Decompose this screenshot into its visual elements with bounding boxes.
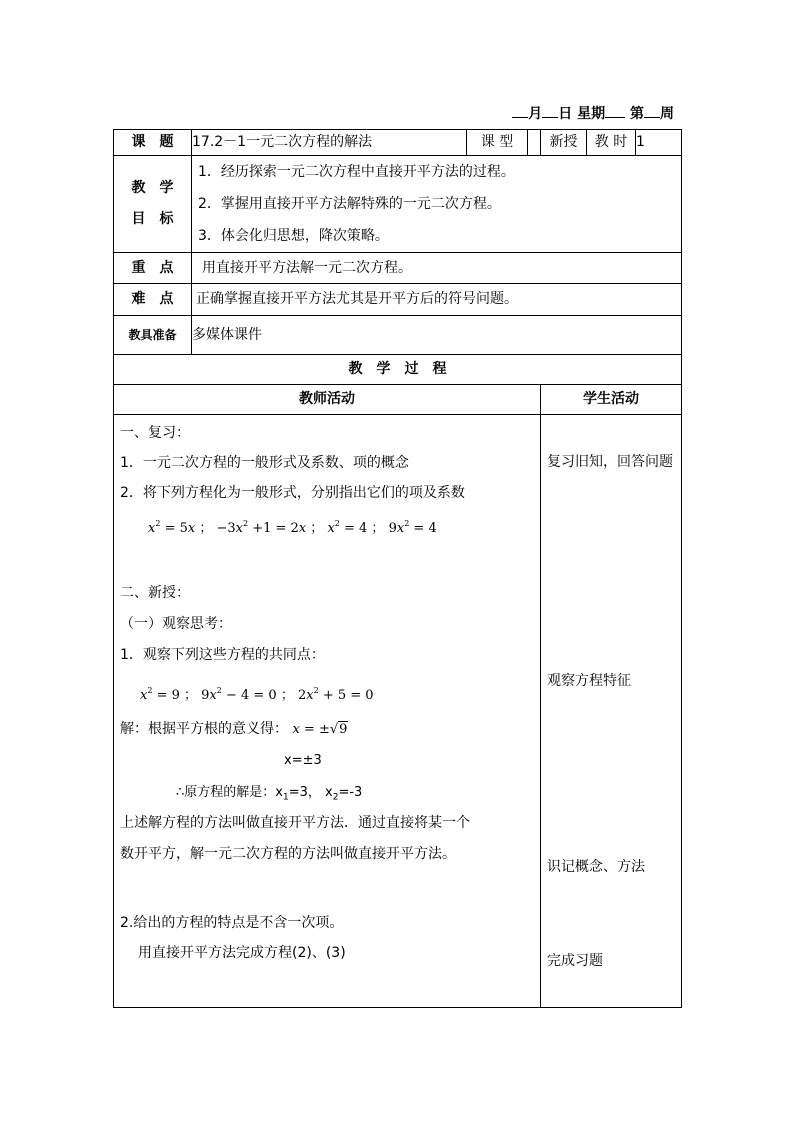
student-activity-1: 复习旧知，回答问题 — [547, 454, 673, 470]
type-label: 课 型 — [467, 130, 528, 156]
review-equations: $x^2 = 5x$ ； $-3x^2 +1 = 2x$ ； $x^2 = 4$ ； $9x^2 = 4$ — [148, 519, 437, 536]
topic-label: 课 题 — [114, 130, 192, 156]
new-title: 二、新授： — [120, 585, 190, 601]
week-label: 第 — [630, 106, 644, 122]
tools-label: 教具准备 — [114, 316, 192, 355]
goal-item: 1．经历探索一元二次方程中直接开平方法的过程。 — [198, 163, 515, 180]
week-blank[interactable] — [644, 103, 660, 118]
solution-x2: =-3 — [338, 785, 363, 800]
student-activity-cell — [541, 415, 682, 1008]
goals-label-line-2: 目 标 — [131, 211, 174, 227]
process-title: 教 学 过 程 — [114, 355, 682, 385]
solve-prefix: 解：根据平方根的意义得： — [120, 721, 288, 737]
goals-label — [114, 156, 192, 253]
day-blank[interactable] — [542, 103, 558, 118]
key-row — [114, 253, 682, 284]
original-solution: ∴原方程的解是：$x_1=3$， $x_2=-3$ — [176, 785, 363, 803]
original-solution-prefix: ∴原方程的解是：x — [176, 785, 283, 800]
process-body-row — [114, 415, 682, 1008]
day-label: 日 — [558, 106, 573, 122]
method-text-2: 数开平方，解一元二次方程的方法叫做直接开平方法。 — [120, 846, 456, 862]
review-item-2: 2．将下列方程化为一般形式，分别指出它们的项及系数 — [120, 485, 465, 501]
solve-formula: x = ±√9 — [292, 722, 348, 737]
hours-label: 教 时 — [587, 130, 636, 156]
month-blank[interactable] — [512, 103, 528, 118]
observe-equations: $x^2 = 9$ ； $9x^2 - 4 = 0$ ； $2x^2 + 5 = 0$ — [140, 686, 374, 703]
difficult-row — [114, 284, 682, 316]
topic-value: 17.2－1一元二次方程的解法 — [192, 130, 467, 156]
goal-item: 3．体会化归思想，降次策略。 — [198, 227, 389, 244]
topic-row — [114, 130, 682, 156]
hours-value: 1 — [636, 130, 682, 156]
student-activity-3: 识记概念、方法 — [547, 859, 645, 875]
review-item-1: 1．一元二次方程的一般形式及系数、项的概念 — [120, 455, 409, 471]
date-line — [512, 103, 674, 123]
tools-value: 多媒体课件 — [192, 316, 682, 355]
observe-item-1: 1．观察下列这些方程的共同点： — [120, 647, 325, 663]
method-text-1: 上述解方程的方法叫做直接开平方法．通过直接将某一个 — [120, 815, 470, 831]
solve-line — [120, 721, 348, 738]
goals-cell — [192, 156, 682, 253]
difficult-label: 难 点 — [114, 284, 192, 316]
x-result: x=±3 — [284, 753, 322, 768]
tools-row — [114, 316, 682, 355]
student-activity-4: 完成习题 — [547, 953, 603, 969]
goals-label-line-1: 教 学 — [131, 180, 174, 197]
goals-row — [114, 156, 682, 253]
process-header-row — [114, 385, 682, 415]
student-activity-2: 观察方程特征 — [547, 673, 631, 689]
key-label: 重 点 — [114, 253, 192, 284]
lesson-plan-table — [113, 129, 682, 1008]
key-value: 用直接开平方法解一元二次方程。 — [192, 253, 682, 284]
week-suffix: 周 — [660, 106, 674, 122]
solution-x1: =3， — [288, 785, 321, 800]
process-title-row — [114, 355, 682, 385]
weekday-label: 星期 — [577, 106, 606, 122]
exercise-text: 用直接开平方法完成方程(2)、(3) — [138, 945, 346, 961]
type-value: 新授 — [541, 130, 587, 156]
goal-item: 2．掌握用直接开平方法解特殊的一元二次方程。 — [198, 195, 501, 212]
student-header: 学生活动 — [541, 385, 682, 415]
weekday-blank[interactable] — [605, 103, 625, 118]
spacer-cell — [528, 130, 541, 156]
month-label: 月 — [528, 106, 543, 122]
observe-title: （一）观察思考： — [120, 616, 232, 632]
review-title: 一、复习： — [120, 425, 190, 441]
difficult-value: 正确掌握直接开平方法尤其是开平方后的符号问题。 — [192, 284, 682, 316]
feature-text: 2.给出的方程的特点是不含一次项。 — [120, 915, 344, 931]
teacher-header: 教师活动 — [114, 385, 541, 415]
teacher-activity-cell — [114, 415, 541, 1008]
